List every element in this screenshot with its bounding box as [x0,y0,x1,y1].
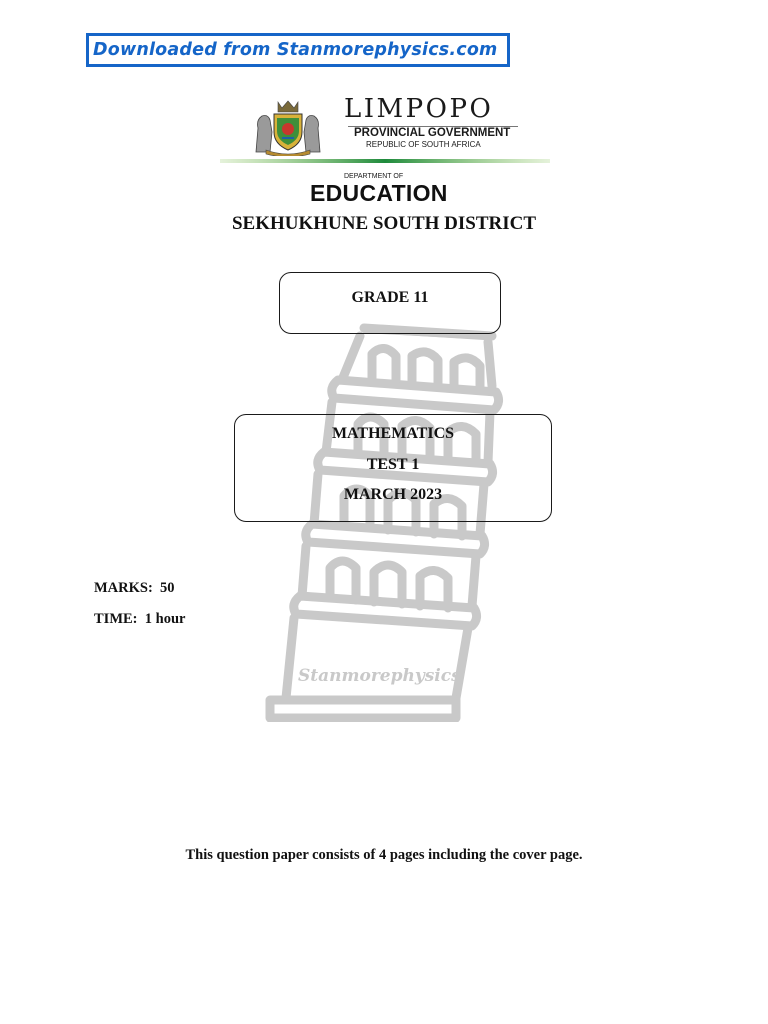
logo-republic-label: REPUBLIC OF SOUTH AFRICA [366,140,481,149]
department-logo [218,96,554,208]
marks-label: MARKS: 50 [94,580,175,596]
logo-green-band [220,159,550,163]
download-source-text: Downloaded from Stanmorephysics.com [93,40,498,60]
page-count-note: This question paper consists of 4 pages including the cover page. [185,847,583,863]
watermark-text: Stanmorephysics [298,666,461,686]
logo-government-label: PROVINCIAL GOVERNMENT [354,127,511,139]
download-source-banner[interactable] [86,33,510,67]
coat-of-arms-icon [250,98,326,156]
subject-name: MATHEMATICS [331,425,455,442]
district-title: SEKHUKHUNE SOUTH DISTRICT [231,213,537,234]
test-label: TEST 1 [366,456,420,473]
logo-province-name: LIMPOPO [344,94,494,124]
test-date: MARCH 2023 [343,486,443,503]
logo-department-of-label: DEPARTMENT OF [344,173,404,180]
grade-box [279,272,501,334]
subject-box [234,414,552,522]
time-label: TIME: 1 hour [94,611,186,627]
logo-education-label: EDUCATION [310,180,448,206]
grade-label: GRADE 11 [351,289,429,306]
